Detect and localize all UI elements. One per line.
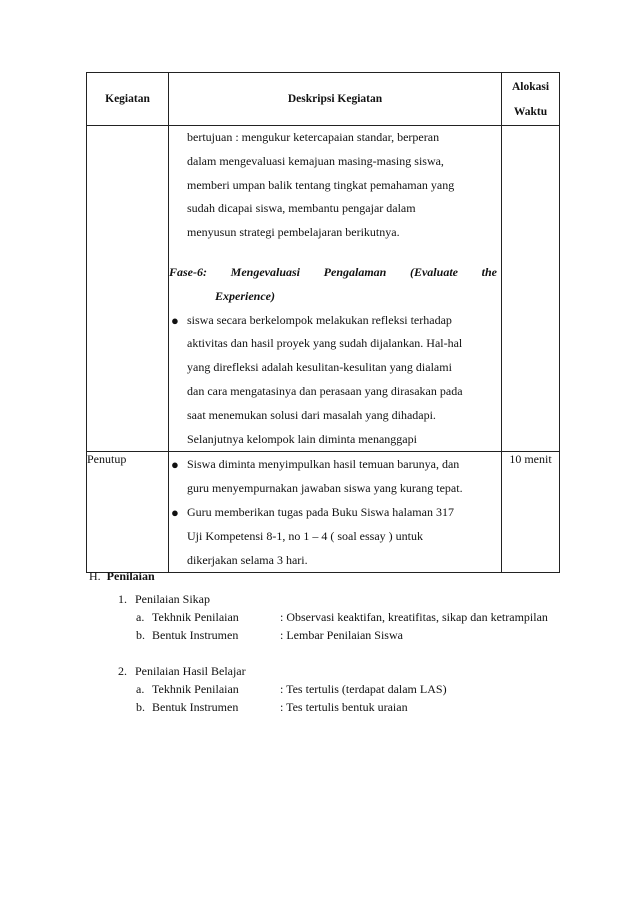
penilaian-group-sikap — [118, 590, 569, 644]
group-title-text: Penilaian Sikap — [135, 592, 210, 606]
group-title — [118, 590, 569, 608]
item-value: : Observasi keaktifan, kreatifitas, sikap dan ketrampilan — [280, 610, 548, 624]
header-kegiatan: Kegiatan — [87, 73, 169, 126]
paragraph-line: menyusun strategi pembelajaran berikutnya. — [187, 225, 400, 240]
item-label: Bentuk Instrumen — [152, 700, 239, 714]
item-value: : Lembar Penilaian Siswa — [280, 628, 403, 642]
item-label: Tekhnik Penilaian — [152, 610, 239, 624]
paragraph-line: sudah dicapai siswa, membantu pengajar dalam — [187, 201, 416, 216]
paragraph-line: dalam mengevaluasi kemajuan masing-masing siswa, — [187, 153, 444, 168]
group-title-text: Penilaian Hasil Belajar — [135, 664, 246, 678]
cell-alokasi-penutup: 10 menit — [502, 452, 560, 573]
fase-word: Pengalaman — [323, 264, 387, 279]
list-item — [136, 698, 569, 716]
item-letter: b. — [136, 700, 145, 714]
list-item — [171, 453, 501, 501]
bullet-line: Siswa diminta menyimpulkan hasil temuan barunya, dan — [187, 457, 460, 472]
list-item — [171, 501, 501, 572]
list-item — [136, 608, 569, 626]
cell-penutup-label: Penutup — [87, 452, 169, 573]
section-title: Penilaian — [106, 569, 155, 583]
bullet-line: dikerjakan selama 3 hari. — [187, 552, 308, 567]
section-letter: H. — [89, 569, 101, 583]
bullet-line: saat menemukan solusi dari masalah yang dihadapi. — [187, 407, 436, 422]
item-label: Bentuk Instrumen — [152, 628, 239, 642]
bullet-icon: ● — [171, 504, 179, 520]
penilaian-section — [89, 566, 569, 716]
bullet-line: siswa secara berkelompok melakukan refleksi terhadap — [187, 312, 452, 327]
item-letter: a. — [136, 682, 145, 696]
table-header-row — [87, 73, 560, 126]
bullet-icon: ● — [171, 312, 179, 328]
cell-deskripsi-continuation — [169, 126, 502, 452]
item-letter: b. — [136, 628, 145, 642]
item-value: : Tes tertulis bentuk uraian — [280, 700, 408, 714]
fase-word: Fase-6: — [169, 264, 207, 279]
bullet-line: aktivitas dan hasil proyek yang sudah dijalankan. Hal-hal — [187, 336, 463, 351]
bullet-icon: ● — [171, 457, 179, 473]
paragraph-line: memberi umpan balik tentang tingkat pemahaman yang — [187, 177, 455, 192]
fase-word: the — [481, 264, 497, 279]
cell-deskripsi-penutup — [169, 452, 502, 573]
bullet-line: yang direfleksi adalah kesulitan-kesulitan yang dialami — [187, 360, 452, 375]
fase-word: (Evaluate — [409, 264, 458, 279]
list-item — [136, 626, 569, 644]
bullet-line: Guru memberikan tugas pada Buku Siswa halaman 317 — [187, 504, 454, 519]
group-title — [118, 662, 569, 680]
header-alokasi-line2: Waktu — [513, 106, 548, 118]
kegiatan-table — [86, 72, 560, 573]
header-alokasi — [502, 73, 560, 126]
list-item — [171, 309, 501, 452]
bullet-line: dan cara mengatasinya dan perasaan yang dirasakan pada — [187, 383, 463, 398]
item-label: Tekhnik Penilaian — [152, 682, 239, 696]
section-heading — [89, 566, 569, 586]
cell-alokasi-empty — [502, 126, 560, 452]
group-number: 1. — [118, 592, 127, 606]
continuation-paragraph — [169, 126, 501, 245]
table-row-continuation — [87, 126, 560, 452]
fase-line-2: Experience) — [215, 288, 275, 303]
item-letter: a. — [136, 610, 145, 624]
cell-kegiatan-empty — [87, 126, 169, 452]
paragraph-line: bertujuan : mengukur ketercapaian standar, berperan — [187, 130, 440, 144]
list-item — [136, 680, 569, 698]
bullet-line: Uji Kompetensi 8-1, no 1 – 4 ( soal essay ) untuk — [187, 528, 423, 543]
fase-6-heading — [169, 261, 501, 309]
bullet-line: Selanjutnya kelompok lain diminta menanggapi — [187, 431, 417, 446]
table-row-penutup — [87, 452, 560, 573]
item-value: : Tes tertulis (terdapat dalam LAS) — [280, 682, 447, 696]
header-deskripsi: Deskripsi Kegiatan — [169, 73, 502, 126]
bullet-line: guru menyempurnakan jawaban siswa yang kurang tepat. — [187, 481, 463, 496]
group-number: 2. — [118, 664, 127, 678]
header-alokasi-line1: Alokasi — [511, 81, 550, 93]
penilaian-group-hasil-belajar — [118, 662, 569, 716]
fase-word: Mengevaluasi — [230, 264, 300, 279]
